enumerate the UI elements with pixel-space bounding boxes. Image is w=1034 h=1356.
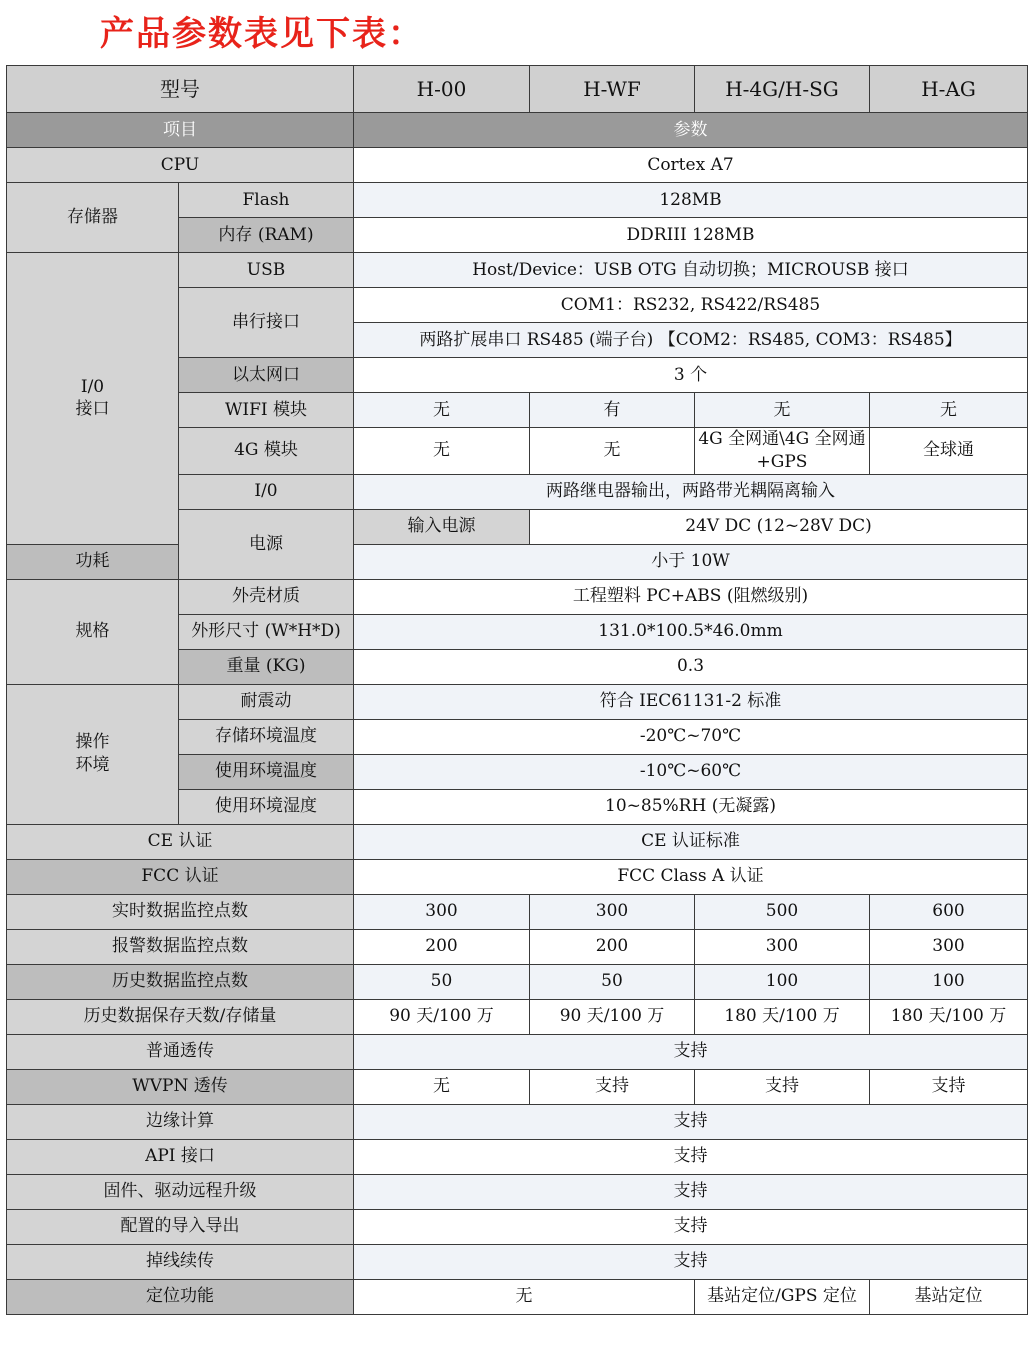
table-row bbox=[7, 929, 1028, 964]
model-hwf: H-WF bbox=[530, 66, 695, 113]
row-label: 重量 (KG) bbox=[179, 649, 354, 684]
row-label: 使用环境湿度 bbox=[179, 789, 354, 824]
row-value: 支持 bbox=[354, 1104, 1028, 1139]
row-value: -20℃~70℃ bbox=[354, 719, 1028, 754]
model-header: 型号 bbox=[7, 66, 354, 113]
row-value: 10~85%RH (无凝露) bbox=[354, 789, 1028, 824]
row-label: 外壳材质 bbox=[179, 579, 354, 614]
table-row bbox=[7, 894, 1028, 929]
row-label: FCC 认证 bbox=[7, 859, 354, 894]
row-value: 两路扩展串口 RS485 (端子台) 【COM2：RS485, COM3：RS485】 bbox=[354, 323, 1028, 358]
model-h4g: H-4G/H-SG bbox=[695, 66, 870, 113]
row-value: 支持 bbox=[354, 1244, 1028, 1279]
cell-value: 有 bbox=[530, 393, 695, 428]
row-value: 支持 bbox=[354, 1139, 1028, 1174]
group-label bbox=[7, 253, 179, 545]
row-label: 实时数据监控点数 bbox=[7, 894, 354, 929]
table-row bbox=[7, 579, 1028, 614]
row-label: WIFI 模块 bbox=[179, 393, 354, 428]
table-row bbox=[7, 824, 1028, 859]
row-value: 131.0*100.5*46.0mm bbox=[354, 614, 1028, 649]
cell-value: 全球通 bbox=[870, 428, 1028, 475]
header-row bbox=[7, 66, 1028, 113]
row-label: 掉线续传 bbox=[7, 1244, 354, 1279]
cell-value: 无 bbox=[354, 1279, 695, 1314]
subheader-row bbox=[7, 113, 1028, 148]
cell-value: 300 bbox=[354, 894, 530, 929]
cell-value: 180 天/100 万 bbox=[870, 999, 1028, 1034]
cell-value: 无 bbox=[870, 393, 1028, 428]
table-row bbox=[7, 148, 1028, 183]
model-hag: H-AG bbox=[870, 66, 1028, 113]
row-label: 功耗 bbox=[7, 544, 179, 579]
row-value: 128MB bbox=[354, 183, 1028, 218]
g4-value-line2: +GPS bbox=[756, 451, 808, 472]
row-label: 配置的导入导出 bbox=[7, 1209, 354, 1244]
table-row bbox=[7, 253, 1028, 288]
cell-value: 无 bbox=[354, 1069, 530, 1104]
page-title: 产品参数表见下表： bbox=[100, 14, 424, 54]
row-label: CE 认证 bbox=[7, 824, 354, 859]
row-label: I/0 bbox=[179, 474, 354, 509]
row-label: 边缘计算 bbox=[7, 1104, 354, 1139]
cell-value: 无 bbox=[354, 428, 530, 475]
row-label: 4G 模块 bbox=[179, 428, 354, 475]
param-header: 参数 bbox=[354, 113, 1028, 148]
row-value: 支持 bbox=[354, 1209, 1028, 1244]
row-value: 工程塑料 PC+ABS (阻燃级别) bbox=[354, 579, 1028, 614]
cell-value: 90 天/100 万 bbox=[530, 999, 695, 1034]
cell-value bbox=[695, 428, 870, 475]
cell-value: 无 bbox=[695, 393, 870, 428]
table-row bbox=[7, 684, 1028, 719]
model-h00: H-00 bbox=[354, 66, 530, 113]
row-value: DDRIII 128MB bbox=[354, 218, 1028, 253]
cell-value: 基站定位 bbox=[870, 1279, 1028, 1314]
row-label: CPU bbox=[7, 148, 354, 183]
row-label: 外形尺寸 (W*H*D) bbox=[179, 614, 354, 649]
cell-value: 50 bbox=[530, 964, 695, 999]
cell-value: 300 bbox=[870, 929, 1028, 964]
group-label: 存储器 bbox=[7, 183, 179, 253]
row-label: 固件、驱动远程升级 bbox=[7, 1174, 354, 1209]
row-label: 历史数据监控点数 bbox=[7, 964, 354, 999]
row-value: Cortex A7 bbox=[354, 148, 1028, 183]
table-row bbox=[7, 1139, 1028, 1174]
group-label bbox=[7, 684, 179, 824]
cell-value: 600 bbox=[870, 894, 1028, 929]
g4-value-line1: 4G 全网通\4G 全网通 bbox=[698, 429, 866, 449]
row-label: 报警数据监控点数 bbox=[7, 929, 354, 964]
cell-value: 500 bbox=[695, 894, 870, 929]
env-label-line2: 环境 bbox=[75, 755, 110, 776]
table-row bbox=[7, 1174, 1028, 1209]
cell-value: 无 bbox=[354, 393, 530, 428]
row-label: 耐震动 bbox=[179, 684, 354, 719]
row-label: 串行接口 bbox=[179, 288, 354, 358]
cell-value: 无 bbox=[530, 428, 695, 475]
row-label: USB bbox=[179, 253, 354, 288]
row-label: 以太网口 bbox=[179, 358, 354, 393]
row-label: 存储环境温度 bbox=[179, 719, 354, 754]
io-label-line1: I/0 bbox=[80, 376, 105, 397]
row-value: Host/Device：USB OTG 自动切换；MICROUSB 接口 bbox=[354, 253, 1028, 288]
table-row bbox=[7, 1104, 1028, 1139]
table-row bbox=[7, 1069, 1028, 1104]
cell-value: 100 bbox=[870, 964, 1028, 999]
row-label: Flash bbox=[179, 183, 354, 218]
table-row bbox=[7, 544, 1028, 579]
row-value: -10℃~60℃ bbox=[354, 754, 1028, 789]
row-label: API 接口 bbox=[7, 1139, 354, 1174]
row-value: 两路继电器输出，两路带光耦隔离输入 bbox=[354, 474, 1028, 509]
group-label: 电源 bbox=[179, 509, 354, 579]
cell-value: 300 bbox=[530, 894, 695, 929]
cell-value: 50 bbox=[354, 964, 530, 999]
row-label: WVPN 透传 bbox=[7, 1069, 354, 1104]
row-label: 使用环境温度 bbox=[179, 754, 354, 789]
row-value: 0.3 bbox=[354, 649, 1028, 684]
row-value: 支持 bbox=[354, 1034, 1028, 1069]
row-value: CE 认证标准 bbox=[354, 824, 1028, 859]
row-value: 3 个 bbox=[354, 358, 1028, 393]
row-value: 小于 10W bbox=[354, 544, 1028, 579]
group-label: 规格 bbox=[7, 579, 179, 684]
cell-value: 支持 bbox=[695, 1069, 870, 1104]
table-row bbox=[7, 1209, 1028, 1244]
row-label: 历史数据保存天数/存储量 bbox=[7, 999, 354, 1034]
row-label: 普通透传 bbox=[7, 1034, 354, 1069]
row-value: 24V DC (12~28V DC) bbox=[530, 509, 1028, 544]
cell-value: 180 天/100 万 bbox=[695, 999, 870, 1034]
cell-value: 200 bbox=[530, 929, 695, 964]
io-label-line2: 接口 bbox=[75, 399, 110, 420]
spec-table bbox=[6, 65, 1028, 1315]
table-row bbox=[7, 964, 1028, 999]
row-value: 支持 bbox=[354, 1174, 1028, 1209]
row-label: 输入电源 bbox=[354, 509, 530, 544]
table-row bbox=[7, 1279, 1028, 1314]
table-row bbox=[7, 1034, 1028, 1069]
cell-value: 90 天/100 万 bbox=[354, 999, 530, 1034]
cell-value: 支持 bbox=[530, 1069, 695, 1104]
env-label-line1: 操作 bbox=[75, 732, 110, 753]
row-value: COM1：RS232, RS422/RS485 bbox=[354, 288, 1028, 323]
row-label: 定位功能 bbox=[7, 1279, 354, 1314]
table-row bbox=[7, 999, 1028, 1034]
table-row bbox=[7, 859, 1028, 894]
table-row bbox=[7, 183, 1028, 218]
table-row bbox=[7, 1244, 1028, 1279]
row-value: 符合 IEC61131-2 标准 bbox=[354, 684, 1028, 719]
cell-value: 支持 bbox=[870, 1069, 1028, 1104]
item-header: 项目 bbox=[7, 113, 354, 148]
cell-value: 300 bbox=[695, 929, 870, 964]
row-value: FCC Class A 认证 bbox=[354, 859, 1028, 894]
cell-value: 200 bbox=[354, 929, 530, 964]
cell-value: 基站定位/GPS 定位 bbox=[695, 1279, 870, 1314]
row-label: 内存 (RAM) bbox=[179, 218, 354, 253]
cell-value: 100 bbox=[695, 964, 870, 999]
